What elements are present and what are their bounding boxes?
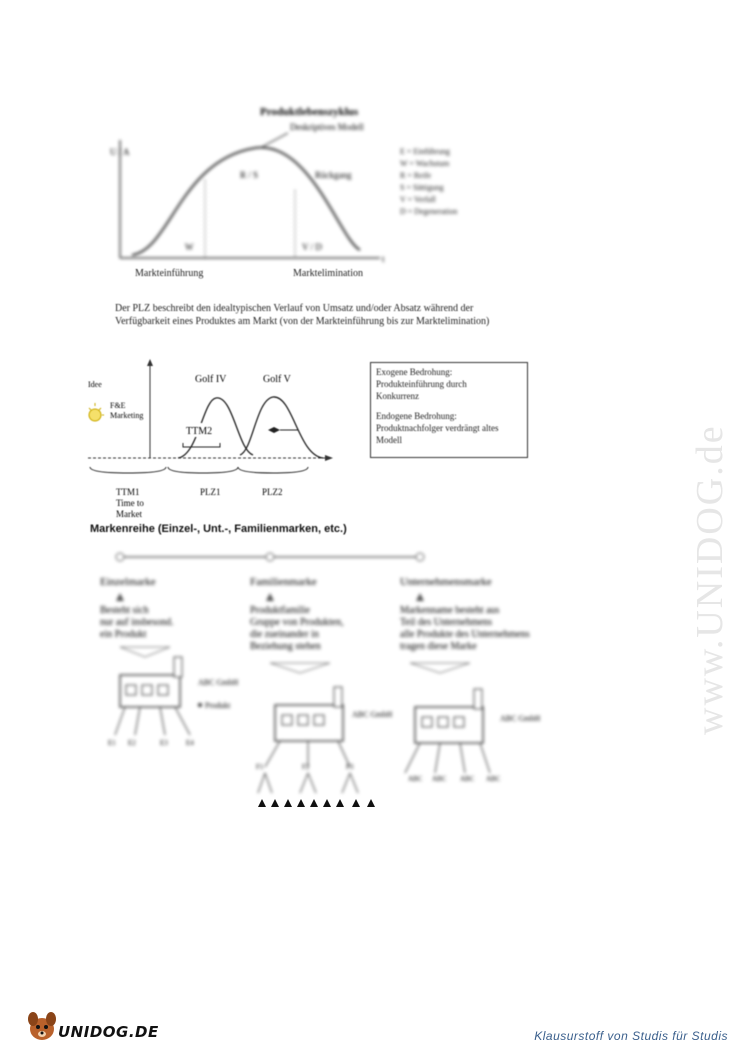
marken-col1-funnel — [120, 647, 170, 657]
marken-col3-branch — [480, 743, 490, 773]
marken-col2-branch — [265, 741, 280, 767]
marken-col2-window — [282, 715, 292, 725]
marken-node-3 — [416, 553, 424, 561]
golf-v-curve — [240, 397, 323, 458]
dog-icon — [24, 1005, 60, 1045]
marken-col2-company: ABC GmbH — [352, 710, 393, 719]
marken-col2-window — [298, 715, 308, 725]
marken-col3-product: ABC — [460, 775, 475, 783]
golf-arrow-left-icon — [268, 427, 274, 433]
marken-col1-product: E1 — [108, 739, 116, 747]
marken-title: Markenreihe (Einzel-, Unt.-, Familienmarken, etc.) — [90, 523, 347, 535]
marken-col3-branch — [405, 743, 420, 773]
marken-col3-company: ABC GmbH — [500, 714, 541, 723]
marken-col1-company: ABC GmbH — [198, 678, 239, 687]
threat-exo-line: Produkteinführung durch — [376, 379, 467, 389]
marken-col1-branch — [175, 707, 190, 735]
plz-model-pointer — [260, 133, 288, 148]
plz-legend-item: E = Einführung — [400, 147, 450, 156]
plz-axis-y: U / A — [110, 147, 130, 157]
marken-col2-arrow-icon — [266, 593, 274, 601]
plz-legend-item: S = Sättigung — [400, 183, 444, 192]
marken-col3-window — [454, 717, 464, 727]
triangle-icon — [297, 799, 305, 807]
plz-curve — [132, 148, 360, 255]
marken-col2-product: F3 — [346, 763, 354, 771]
marken-col2-window — [314, 715, 324, 725]
marken-col3-title: Unternehmensmarke — [400, 576, 492, 588]
plz-title: Produktlebenszyklus — [260, 106, 359, 118]
golf-iv-label: Golf IV — [195, 374, 227, 385]
marken-col3-arrow-icon — [416, 593, 424, 601]
marken-col1-desc: Besteht sich — [100, 605, 149, 616]
golf-ttm1-brace — [90, 467, 166, 473]
marken-col3-branch — [435, 743, 440, 773]
marken-col1-desc: nur auf insbesond. — [100, 617, 174, 628]
marken-col2-desc: Beziehung stehen — [250, 641, 321, 652]
triangle-icon — [352, 799, 360, 807]
plz-x-label-right: Marktelimination — [293, 268, 363, 279]
plz-real-label: Rückgang — [315, 170, 352, 180]
logo-text: UNIDOG.DE — [58, 1023, 159, 1041]
marken-col2-title: Familienmarke — [250, 576, 317, 588]
golf-diagram — [88, 355, 348, 525]
plz-legend-item: D = Degeneration — [400, 207, 458, 216]
plz-model-label: Deskriptives Modell — [290, 122, 364, 132]
marken-col3-window — [422, 717, 432, 727]
plz-vd-label: V / D — [302, 242, 322, 252]
marken-col1-window — [142, 685, 152, 695]
marken-col3-branch — [460, 743, 465, 773]
golf-ttm2-bracket — [183, 443, 220, 447]
marken-col1-product: E4 — [186, 739, 194, 747]
marken-col3-product: ABC — [432, 775, 447, 783]
golf-plz1-brace — [168, 467, 238, 473]
marken-col1-product: E3 — [160, 739, 168, 747]
triangle-icon — [271, 799, 279, 807]
marken-col3-chimney — [474, 689, 482, 709]
marken-col3-desc: Teil des Unternehmens — [400, 617, 493, 628]
triangle-icon — [258, 799, 266, 807]
marken-col2-chimney — [334, 687, 342, 707]
marken-triangle-row — [258, 796, 378, 808]
footer-tagline: Klausurstoff von Studis für Studis — [534, 1029, 728, 1043]
marken-col2-desc: Gruppe von Produkten, — [250, 617, 344, 628]
plz-rs-label: R / S — [240, 170, 259, 180]
golf-fe-label: F&E — [110, 401, 126, 410]
plz-legend-item: R = Reife — [400, 171, 432, 180]
marken-col2-product: F2 — [302, 763, 310, 771]
threat-exo-title: Exogene Bedrohung: — [376, 367, 453, 377]
marken-col1-branch — [115, 707, 125, 735]
triangle-icon — [323, 799, 331, 807]
watermark — [690, 180, 730, 740]
plz-legend-item: V = Verfall — [400, 195, 436, 204]
golf-y-arrow-icon — [147, 359, 153, 366]
threat-endo-title: Endogene Bedrohung: — [376, 411, 457, 421]
plz-legend — [400, 146, 457, 218]
marken-col1-title: Einzelmarke — [100, 576, 156, 588]
marken-node-2 — [266, 553, 274, 561]
marken-col1-desc: ein Produkt — [100, 629, 147, 640]
marken-col2-product: F1 — [256, 763, 264, 771]
plz-caption-line: Verfügbarkeit eines Produktes am Markt (von der Markteinführung bis zur Marktelimination) — [115, 316, 490, 327]
marken-col3-funnel — [410, 663, 470, 673]
marken-chart — [90, 545, 550, 815]
golf-v-label: Golf V — [263, 374, 291, 385]
marken-col1-branch — [160, 707, 165, 735]
plz-w-label: W — [185, 242, 194, 252]
golf-arrow-right-icon — [274, 427, 280, 433]
plz-axis-x: t — [382, 254, 385, 264]
threat-endo-line: Modell — [376, 435, 402, 445]
marken-col3-desc: Markenname besteht aus — [400, 605, 500, 616]
marken-node-1 — [116, 553, 124, 561]
marken-triangles — [258, 797, 378, 809]
golf-ttm1-line3: Market — [116, 509, 142, 519]
marken-col3-window — [438, 717, 448, 727]
triangle-icon — [284, 799, 292, 807]
golf-x-arrow-icon — [325, 455, 333, 461]
marken-col3-desc: alle Produkte des Unternehmens — [400, 629, 530, 640]
golf-ttm2-label: TTM2 — [186, 426, 213, 437]
plz-x-label-left: Markteinführung — [135, 268, 204, 279]
marken-col1-arrow-icon — [116, 593, 124, 601]
golf-plz1-label: PLZ1 — [200, 487, 221, 497]
marken-col2-subbranches — [258, 773, 358, 793]
marken-col1-window — [158, 685, 168, 695]
threat-endo-line: Produktnachfolger verdrängt altes — [376, 423, 499, 433]
marken-col2-desc: Produktfamilie — [250, 605, 310, 616]
marken-col1-product: E2 — [128, 739, 136, 747]
watermark-text: www.UNIDOG.de — [690, 424, 730, 735]
marken-col2-desc: die zueinander in — [250, 629, 319, 640]
golf-marketing-label: Marketing — [110, 411, 144, 420]
marken-col1-window — [126, 685, 136, 695]
golf-chart — [88, 355, 348, 525]
golf-plz2-brace — [238, 467, 308, 473]
marken-col1-chimney — [174, 657, 182, 677]
marken-col3-desc: tragen diese Marke — [400, 641, 477, 652]
golf-plz2-label: PLZ2 — [262, 487, 283, 497]
lightbulb-icon — [89, 409, 101, 421]
marken-col3-product: ABC — [408, 775, 423, 783]
threat-exo-line: Konkurrenz — [376, 391, 419, 401]
triangle-icon — [367, 799, 375, 807]
marken-diagram — [90, 545, 550, 815]
triangle-icon — [336, 799, 344, 807]
golf-ttm1-line2: Time to — [116, 498, 144, 508]
marken-legend-produkt: Produkt — [205, 701, 231, 710]
unidog-logo[interactable] — [24, 1005, 164, 1045]
threat-box — [370, 362, 528, 458]
plz-legend-item: W = Wachstum — [400, 159, 450, 168]
plz-caption — [115, 302, 489, 328]
triangle-icon — [310, 799, 318, 807]
marken-col2-funnel — [270, 663, 330, 673]
marken-col1-branch — [135, 707, 140, 735]
marken-legend-dot-icon — [198, 703, 202, 707]
marken-col3-product: ABC — [486, 775, 501, 783]
plz-caption-line: Der PLZ beschreibt den idealtypischen Verlauf von Umsatz und/oder Absatz während der — [115, 303, 474, 314]
golf-idee-label: Idee — [88, 380, 102, 389]
golf-ttm1-line1: TTM1 — [116, 487, 140, 497]
